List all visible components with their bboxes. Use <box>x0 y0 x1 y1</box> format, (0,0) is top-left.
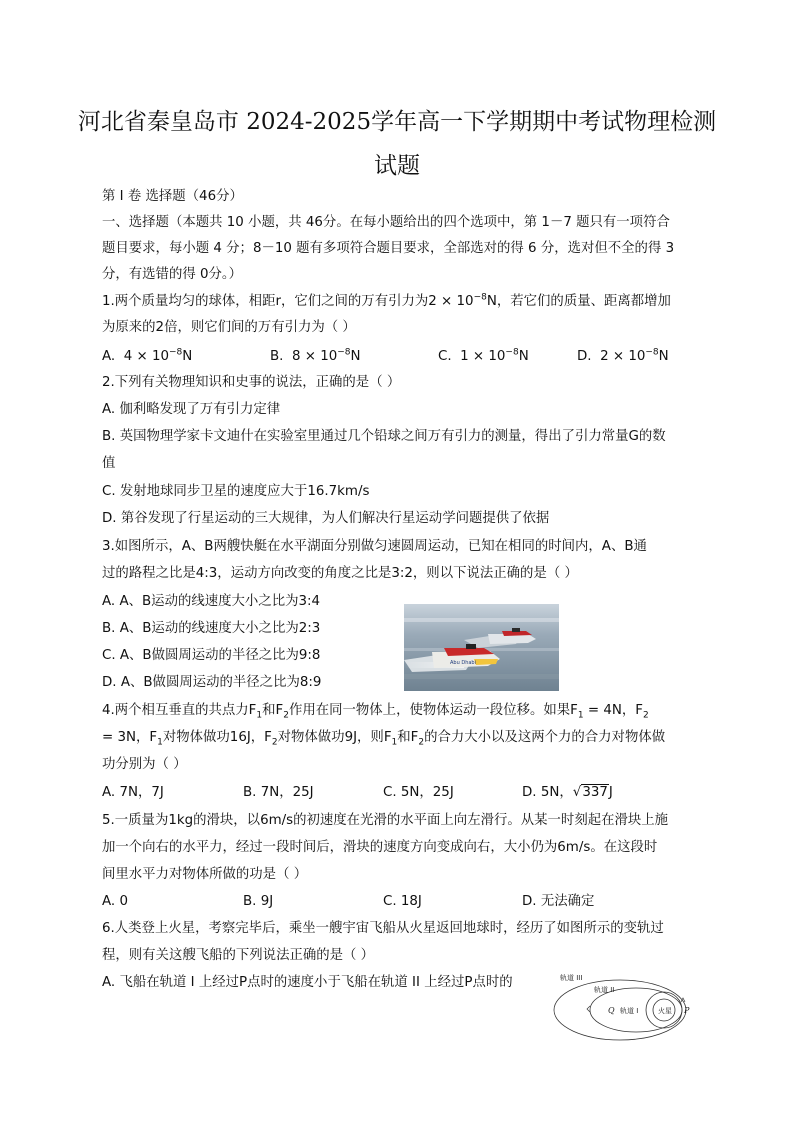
orbit-3-label: 轨道 III <box>560 974 583 982</box>
q5-stem-line3: 间里水平力对物体所做的功是（ ） <box>102 867 308 882</box>
q4-stem-line1: 4.两个相互垂直的共点力$F_1$和$F_2$作用在同一物体上，使物体运动一段位移。如果$F_1 = 4N$，$F_2$ <box>102 703 649 721</box>
q2-option-b-line2: 值 <box>102 456 116 471</box>
q6-stem-line2: 程，则有关这艘飞船的下列说法正确的是（ ） <box>102 948 375 963</box>
boat-logo-text: Abu Dhabi <box>450 660 476 666</box>
q5-stem-line1: 5.一质量为1kg的滑块，以6m/s的初速度在光滑的水平面上向左滑行。从某一时刻起在滑块上施 <box>102 813 669 828</box>
orbit-diagram-svg <box>550 966 700 1044</box>
orbit-2-label: 轨道 II <box>594 986 615 994</box>
q3-option-b: B. A、B运动的线速度大小之比为2:3 <box>102 621 321 636</box>
q1-option-a: A. $4 \times 10^{-8}N$ <box>102 347 193 364</box>
q1-stem-line2: 为原来的2倍，则它们间的万有引力为（ ） <box>102 320 356 335</box>
q5-option-a: A. 0 <box>102 894 128 909</box>
q1-option-c: C. $1 \times 10^{-8}N$ <box>438 347 529 364</box>
q2-option-c: C. 发射地球同步卫星的速度应大于16.7km/s <box>102 484 370 499</box>
q1-option-d: D. $2 \times 10^{-8}N$ <box>577 347 669 364</box>
q2-stem: 2.下列有关物理知识和史事的说法，正确的是（ ） <box>102 375 401 390</box>
mars-label: 火星 <box>658 1007 672 1015</box>
speedboats-photo <box>404 604 559 691</box>
instructions-line2: 题目要求，每小题 4 分；8－10 题有多项符合题目要求，全部选对的得 6 分，选对但不全的得 3 <box>102 241 675 256</box>
q2-option-d: D. 第谷发现了行星运动的三大规律，为人们解决行星运动学问题提供了依据 <box>102 511 550 526</box>
orbit-diagram <box>550 966 700 1044</box>
q5-stem-line2: 加一个向右的水平力，经过一段时间后，滑块的速度方向变成向右，大小仍为6m/s。在这段时 <box>102 840 658 855</box>
q4-option-a: A. 7N，7J <box>102 785 164 800</box>
q5-option-d: D. 无法确定 <box>522 894 595 909</box>
speedboats-photo-svg <box>404 604 559 691</box>
section-heading: 第 I 卷 选择题（46分） <box>102 189 243 204</box>
q5-option-b: B. 9J <box>243 894 274 909</box>
exam-title-line2: 试题 <box>374 153 420 179</box>
q3-option-c: C. A、B做圆周运动的半径之比为9:8 <box>102 648 321 663</box>
q3-option-a: A. A、B运动的线速度大小之比为3:4 <box>102 594 321 609</box>
q1-option-b: B. $8 \times 10^{-8}N$ <box>270 347 361 364</box>
orbit-arrow-q <box>587 1006 590 1012</box>
instructions-line3: 分，有选错的得 0分。） <box>102 267 242 282</box>
q2-option-b-line1: B. 英国物理学家卡文迪什在实验室里通过几个铅球之间万有引力的测量，得出了引力常量G的数 <box>102 429 666 444</box>
q3-option-d: D. A、B做圆周运动的半径之比为8:9 <box>102 675 322 690</box>
orbit-1-label: 轨道 I <box>620 1007 639 1015</box>
exam-title-line1: 河北省秦皇岛市 2024-2025学年高一下学期期中考试物理检测 <box>77 109 717 135</box>
q1-stem-line1: 1.两个质量均匀的球体，相距r，它们之间的万有引力为$2 \times 10^{-8}N$，若它们的质量、距离都增加 <box>102 292 671 309</box>
q4-stem-line3: 功分别为（ ） <box>102 757 187 772</box>
q4-stem-line2: = 3N，$F_1$对物体做功16J，$F_2$对物体做功9J，则$F_1$和$F_2$的合力大小以及这两个力的合力对物体做 <box>102 730 666 748</box>
instructions-line1: 一、选择题（本题共 10 小题，共 46分。在每小题给出的四个选项中，第 1－7 题只有一项符合 <box>102 215 670 230</box>
q4-option-c: C. 5N，25J <box>383 785 454 800</box>
q2-option-a: A. 伽利略发现了万有引力定律 <box>102 402 281 417</box>
q3-stem-line1: 3.如图所示，A、B两艘快艇在水平湖面分别做匀速圆周运动，已知在相同的时间内，A、B通 <box>102 539 647 554</box>
q5-option-c: C. 18J <box>383 894 422 909</box>
q4-option-b: B. 7N，25J <box>243 785 314 800</box>
q6-option-a: A. 飞船在轨道 I 上经过P点时的速度小于飞船在轨道 II 上经过P点时的 <box>102 975 513 990</box>
q4-option-d: D. 5N，√337J <box>522 785 613 800</box>
q6-stem-line1: 6.人类登上火星，考察完毕后，乘坐一艘宇宙飞船从火星返回地球时，经历了如图所示的变轨过 <box>102 921 664 936</box>
point-q-label: Q <box>608 1006 615 1015</box>
q3-stem-line2: 过的路程之比是4:3，运动方向改变的角度之比是3:2，则以下说法正确的是（ ） <box>102 566 578 581</box>
point-p-label: P <box>684 1006 690 1015</box>
